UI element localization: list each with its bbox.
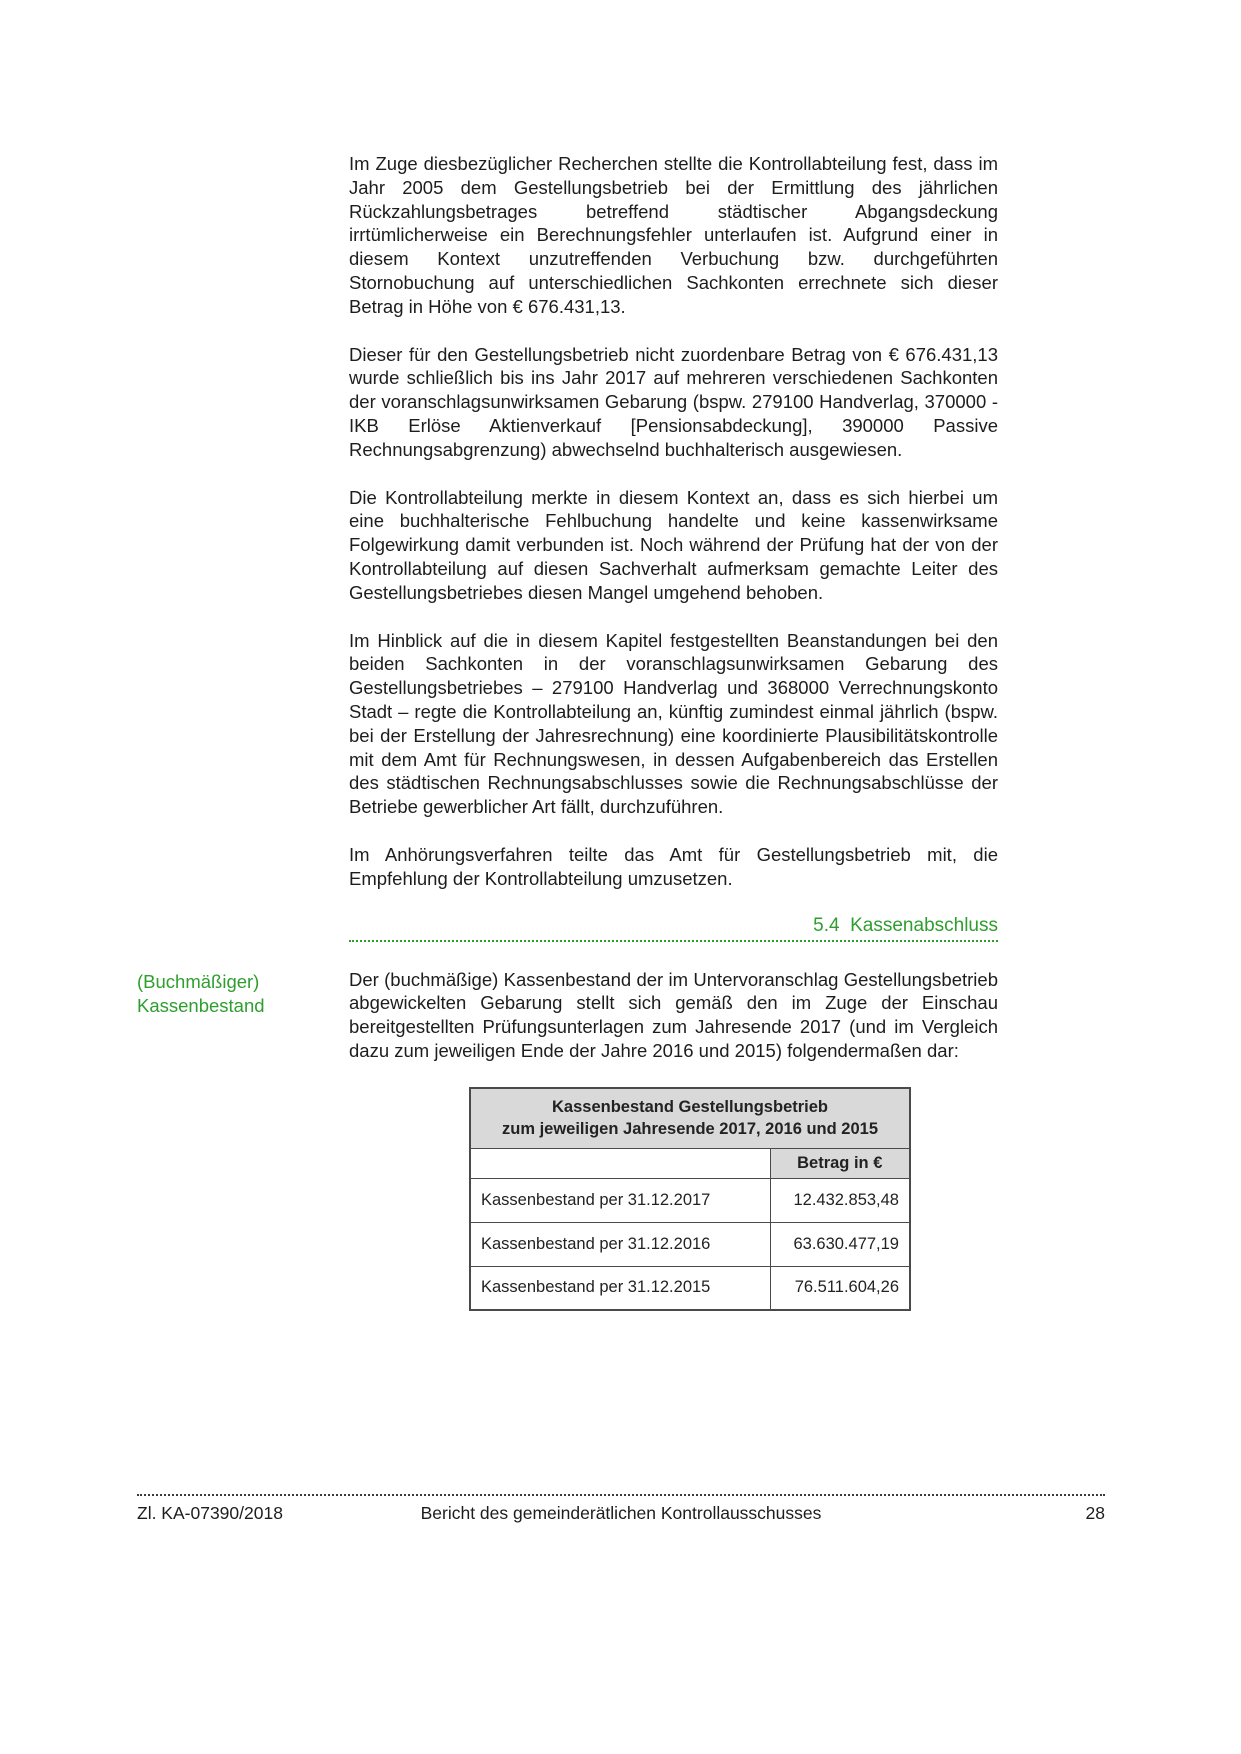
table-row <box>470 1222 910 1266</box>
footer-row <box>137 1503 1105 1524</box>
table-title <box>470 1088 910 1149</box>
margin-note-line: Kassenbestand <box>137 994 265 1016</box>
body-paragraph: Im Zuge diesbezüglicher Recherchen stellte die Kontrollabteilung fest, dass im Jahr 2005 dem Gestellungsbetrieb bei der Ermittlung des jährlichen Rückzahlungsbetrages betreffend städtischer Abgangsdeckung irrtümlicherweise ein Berechnungsfehler unterlaufen ist. Aufgrund einer in diesem Kontext unzutreffenden Verbuchung bzw. durchgeführten Stornobuchung auf unterschiedlichen Sachkonten errechnete sich dieser Betrag in Höhe von € 676.431,13. <box>349 153 998 317</box>
table-title-line: zum jeweiligen Jahresende 2017, 2016 und 2015 <box>501 1119 879 1138</box>
table-row <box>470 1266 910 1310</box>
footer-page-number: 28 <box>1085 1503 1105 1523</box>
table-header-empty-cell <box>470 1148 770 1178</box>
margin-note-line: (Buchmäßiger) <box>137 970 260 992</box>
table-cell-label: Kassenbestand per 31.12.2015 <box>470 1266 770 1310</box>
margin-note <box>137 970 337 1018</box>
table-cell-label: Kassenbestand per 31.12.2016 <box>470 1222 770 1266</box>
table-cell-label: Kassenbestand per 31.12.2017 <box>470 1178 770 1222</box>
footer-reference-number: Zl. KA-07390/2018 <box>137 1503 283 1523</box>
main-text-column <box>137 152 998 1311</box>
footer-divider <box>137 1494 1105 1496</box>
body-paragraph: Dieser für den Gestellungsbetrieb nicht zuordenbare Betrag von € 676.431,13 wurde schließlich bis ins Jahr 2017 auf mehreren verschiedenen Sachkonten der voranschlagsunwirksamen Gebarung (bspw. 279100 Handverlag, 370000 - IKB Erlöse Aktienverkauf [Pensionsabdeckung], 390000 Passive Rechnungsabgrenzung) abwechselnd buchhalterisch ausgewiesen. <box>349 343 998 460</box>
footer-report-title: Bericht des gemeinderätlichen Kontrollausschusses <box>420 1503 822 1523</box>
body-paragraph: Die Kontrollabteilung merkte in diesem Kontext an, dass es sich hierbei um eine buchhalterische Fehlbuchung handelte und keine kassenwirksame Folgewirkung damit verbunden ist. Noch während der Prüfung hat der von der Kontrollabteilung auf diesen Sachverhalt aufmerksam gemachte Leiter des Gestellungsbetriebes diesen Mangel umgehend behoben. <box>349 486 998 603</box>
table-row <box>470 1178 910 1222</box>
section-heading-divider <box>349 915 998 942</box>
body-paragraph: Im Hinblick auf die in diesem Kapitel festgestellten Beanstandungen bei den beiden Sachkonten in der voranschlagsunwirksamen Gebarung des Gestellungsbetriebes – 279100 Handverlag und 368000 Verrechnungskonto Stadt – regte die Kontrollabteilung an, künftig zumindest einmal jährlich (bspw. bei der Erstellung der Jahresrechnung) eine koordinierte Plausibilitätskontrolle mit dem Amt für Rechnungswesen, in dessen Aufgabenbereich das Erstellen des städtischen Rechnungsabschlusses sowie die Rechnungsabschlüsse der Betriebe gewerblicher Art fällt, durchzuführen. <box>349 629 998 818</box>
kassenbestand-section <box>137 968 998 1063</box>
body-paragraph: Der (buchmäßige) Kassenbestand der im Untervoranschlag Gestellungsbetrieb abgewickelten Gebarung stellt sich gemäß den im Zuge der Einschau bereitgestellten Prüfungsunterlagen zum Jahresende 2017 (und im Vergleich dazu zum jeweiligen Ende der Jahre 2016 und 2015) folgendermaßen dar: <box>349 968 998 1061</box>
body-paragraph: Im Anhörungsverfahren teilte das Amt für Gestellungsbetrieb mit, die Empfehlung der Kontrollabteilung umzusetzen. <box>349 843 998 889</box>
table-header-amount: Betrag in € <box>770 1148 910 1178</box>
section-heading: 5.4 Kassenabschluss <box>813 914 998 936</box>
table-cell-amount: 12.432.853,48 <box>770 1178 910 1222</box>
table-title-row <box>470 1088 910 1149</box>
table-cell-amount: 76.511.604,26 <box>770 1266 910 1310</box>
table-cell-amount: 63.630.477,19 <box>770 1222 910 1266</box>
table-title-line: Kassenbestand Gestellungsbetrieb <box>552 1097 828 1116</box>
table-header-row <box>470 1148 910 1178</box>
kassenbestand-table <box>469 1087 911 1312</box>
page-footer <box>137 1494 1105 1524</box>
